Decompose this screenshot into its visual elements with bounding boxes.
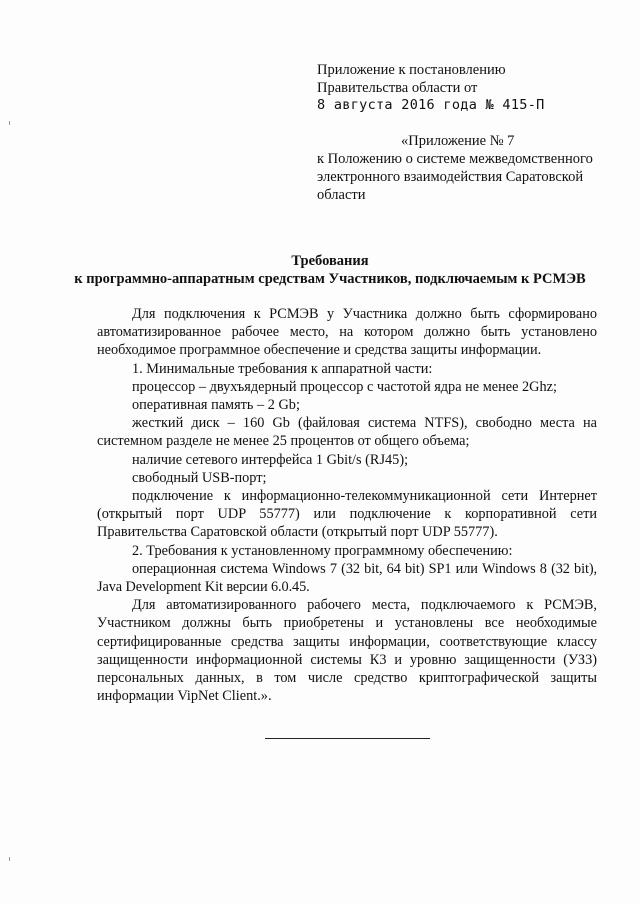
header-line-2: Правительства области от: [317, 79, 478, 96]
scan-artifact: [9, 857, 10, 861]
annex-number: «Приложение № 7: [401, 133, 515, 149]
title-subtitle: к программно-аппаратным средствам Участников, подключаемым к РСМЭВ: [74, 271, 586, 287]
decree-date-number: 8 августа 2016 года № 415-П: [317, 97, 545, 113]
title-main: Требования: [291, 253, 369, 269]
header-line-1: Приложение к постановлению: [317, 62, 506, 78]
annex-reference: [317, 132, 617, 204]
document-body: [97, 305, 597, 705]
paragraph-disk: жесткий диск – 160 Gb (файловая система NTFS), свободно места на системном разделе не менее 25 процентов от общего объема;: [97, 415, 597, 450]
paragraph-os: операционная система Windows 7 (32 bit, 64 bit) SP1 или Windows 8 (32 bit), Java Development Kit версии 6.0.45.: [97, 560, 597, 596]
paragraph-intro: Для подключения к РСМЭВ у Участника должно быть сформировано автоматизированное рабочее место, на котором должно быть установлено необходимое программное обеспечение и средства защиты информации.: [97, 306, 597, 359]
paragraph-cpu: процессор – двухъядерный процессор с частотой ядра не менее 2Ghz;: [132, 378, 557, 395]
scan-artifact: [9, 121, 10, 125]
paragraph-network: наличие сетевого интерфейса 1 Gbit/s (RJ45);: [132, 451, 409, 468]
annex-line-3: области: [317, 187, 366, 203]
paragraph-security: Для автоматизированного рабочего места, подключаемого к РСМЭВ, Участником должны быть приобретены и установлены все необходимые сертифицированные средства защиты информации, соответствующие классу защищенности информационной системы К3 и уровню защищенности (УЗ3) персональных данных, в том числе средство криптографической защиты информации VipNet Client.».: [97, 597, 597, 705]
paragraph-usb: свободный USB-порт;: [132, 469, 267, 486]
document-title: [60, 252, 600, 288]
paragraph-software-heading: 2. Требования к установленному программному обеспечению:: [132, 542, 513, 559]
paragraph-hardware-heading: 1. Минимальные требования к аппаратной части:: [132, 360, 433, 377]
annex-line-1: к Положению о системе межведомственного: [317, 151, 593, 167]
paragraph-ram: оперативная память – 2 Gb;: [132, 397, 300, 414]
closing-divider: [265, 738, 430, 739]
annex-line-2: электронного взаимодействия Саратовской: [317, 169, 584, 185]
paragraph-internet: подключение к информационно-телекоммуникационной сети Интернет (открытый порт UDP 55777) или подключение к корпоративной сети Правительства Саратовской области (открытый порт UDP 55777).: [97, 488, 597, 541]
decree-header: [317, 62, 617, 115]
